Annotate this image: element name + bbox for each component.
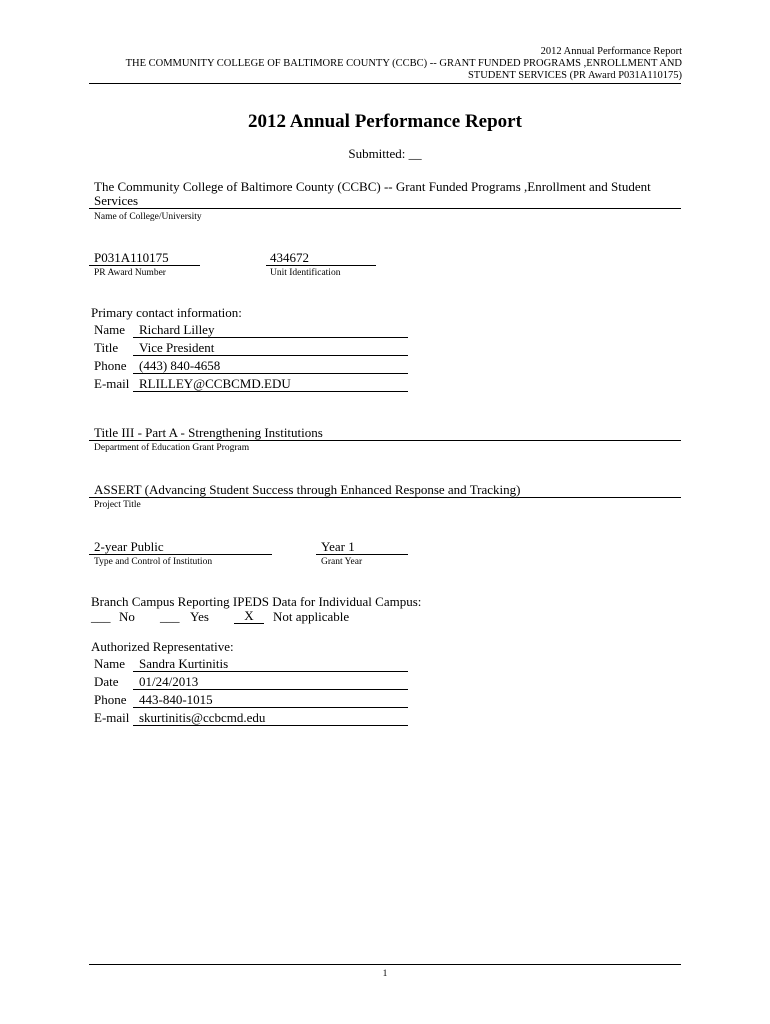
rep-email-rule <box>133 725 408 726</box>
project-title-rule <box>89 497 681 498</box>
grant-year-value: Year 1 <box>321 539 355 554</box>
page-number: 1 <box>382 969 388 979</box>
college-name-caption: Name of College/University <box>94 212 202 222</box>
institution-type-caption: Type and Control of Institution <box>94 557 213 567</box>
contact-name-value: Richard Lilley <box>139 322 215 337</box>
branch-na-label: Not applicable <box>273 609 350 624</box>
project-title-caption: Project Title <box>94 500 141 510</box>
grant-year-rule <box>316 554 408 555</box>
rep-name-label: Name <box>94 656 126 671</box>
contact-phone-label: Phone <box>94 358 127 373</box>
branch-na-mark: X <box>234 609 264 624</box>
institution-type-rule <box>89 554 272 555</box>
college-name-line2: Services <box>94 193 139 208</box>
header-college-line: THE COMMUNITY COLLEGE OF BALTIMORE COUNTY (CCBC) -- GRANT FUNDED PROGRAMS ,ENROLLMENT AND <box>125 58 682 69</box>
pr-award-number: P031A110175 <box>94 250 169 265</box>
branch-no-label: No <box>119 609 135 624</box>
contact-name-label: Name <box>94 322 126 337</box>
grant-program-caption: Department of Education Grant Program <box>94 443 250 453</box>
contact-email-rule <box>133 391 408 392</box>
project-title-value: ASSERT (Advancing Student Success through Enhanced Response and Tracking) <box>94 482 521 497</box>
branch-no-mark: ___ <box>91 609 111 624</box>
rep-date-value: 01/24/2013 <box>139 674 199 689</box>
pr-award-rule <box>89 265 200 266</box>
grant-year-caption: Grant Year <box>321 557 363 567</box>
contact-email-label: E-mail <box>94 376 130 391</box>
unit-id-rule <box>266 265 376 266</box>
contact-title-rule <box>133 355 408 356</box>
branch-yes-mark: ___ <box>160 609 180 624</box>
branch-campus-heading: Branch Campus Reporting IPEDS Data for Individual Campus: <box>91 594 422 609</box>
rep-phone-label: Phone <box>94 692 127 707</box>
primary-contact-heading: Primary contact information: <box>91 305 242 320</box>
rep-phone-rule <box>133 707 408 708</box>
rep-date-label: Date <box>94 674 119 689</box>
footer-rule <box>89 964 681 965</box>
rep-name-value: Sandra Kurtinitis <box>139 656 229 671</box>
rep-date-rule <box>133 689 408 690</box>
branch-yes-label: Yes <box>190 609 209 624</box>
college-name-line1: The Community College of Baltimore County (CCBC) -- Grant Funded Programs ,Enrollment and Student <box>94 179 651 194</box>
grant-program-value: Title III - Part A - Strengthening Institutions <box>94 425 323 440</box>
header-report-title: 2012 Annual Performance Report <box>540 46 682 57</box>
pr-award-caption: PR Award Number <box>94 268 166 278</box>
contact-phone-rule <box>133 373 408 374</box>
contact-name-rule <box>133 337 408 338</box>
contact-title-label: Title <box>94 340 119 355</box>
header-award-line: STUDENT SERVICES (PR Award P031A110175) <box>467 70 682 81</box>
unit-id-caption: Unit Identification <box>270 268 341 278</box>
rep-email-value: skurtinitis@ccbcmd.edu <box>139 710 266 725</box>
page-title: 2012 Annual Performance Report <box>248 111 522 132</box>
grant-program-rule <box>89 440 681 441</box>
rep-phone-value: 443-840-1015 <box>139 692 213 707</box>
contact-title-value: Vice President <box>139 340 215 355</box>
unit-identification: 434672 <box>270 250 309 265</box>
authorized-rep-heading: Authorized Representative: <box>91 639 234 654</box>
college-name-rule <box>89 208 681 209</box>
institution-type-value: 2-year Public <box>94 539 164 554</box>
submitted-line: Submitted: __ <box>348 146 422 161</box>
rep-name-rule <box>133 671 408 672</box>
contact-email-value: RLILLEY@CCBCMD.EDU <box>139 376 291 391</box>
header-rule <box>89 83 681 84</box>
rep-email-label: E-mail <box>94 710 130 725</box>
contact-phone-value: (443) 840-4658 <box>139 358 221 373</box>
